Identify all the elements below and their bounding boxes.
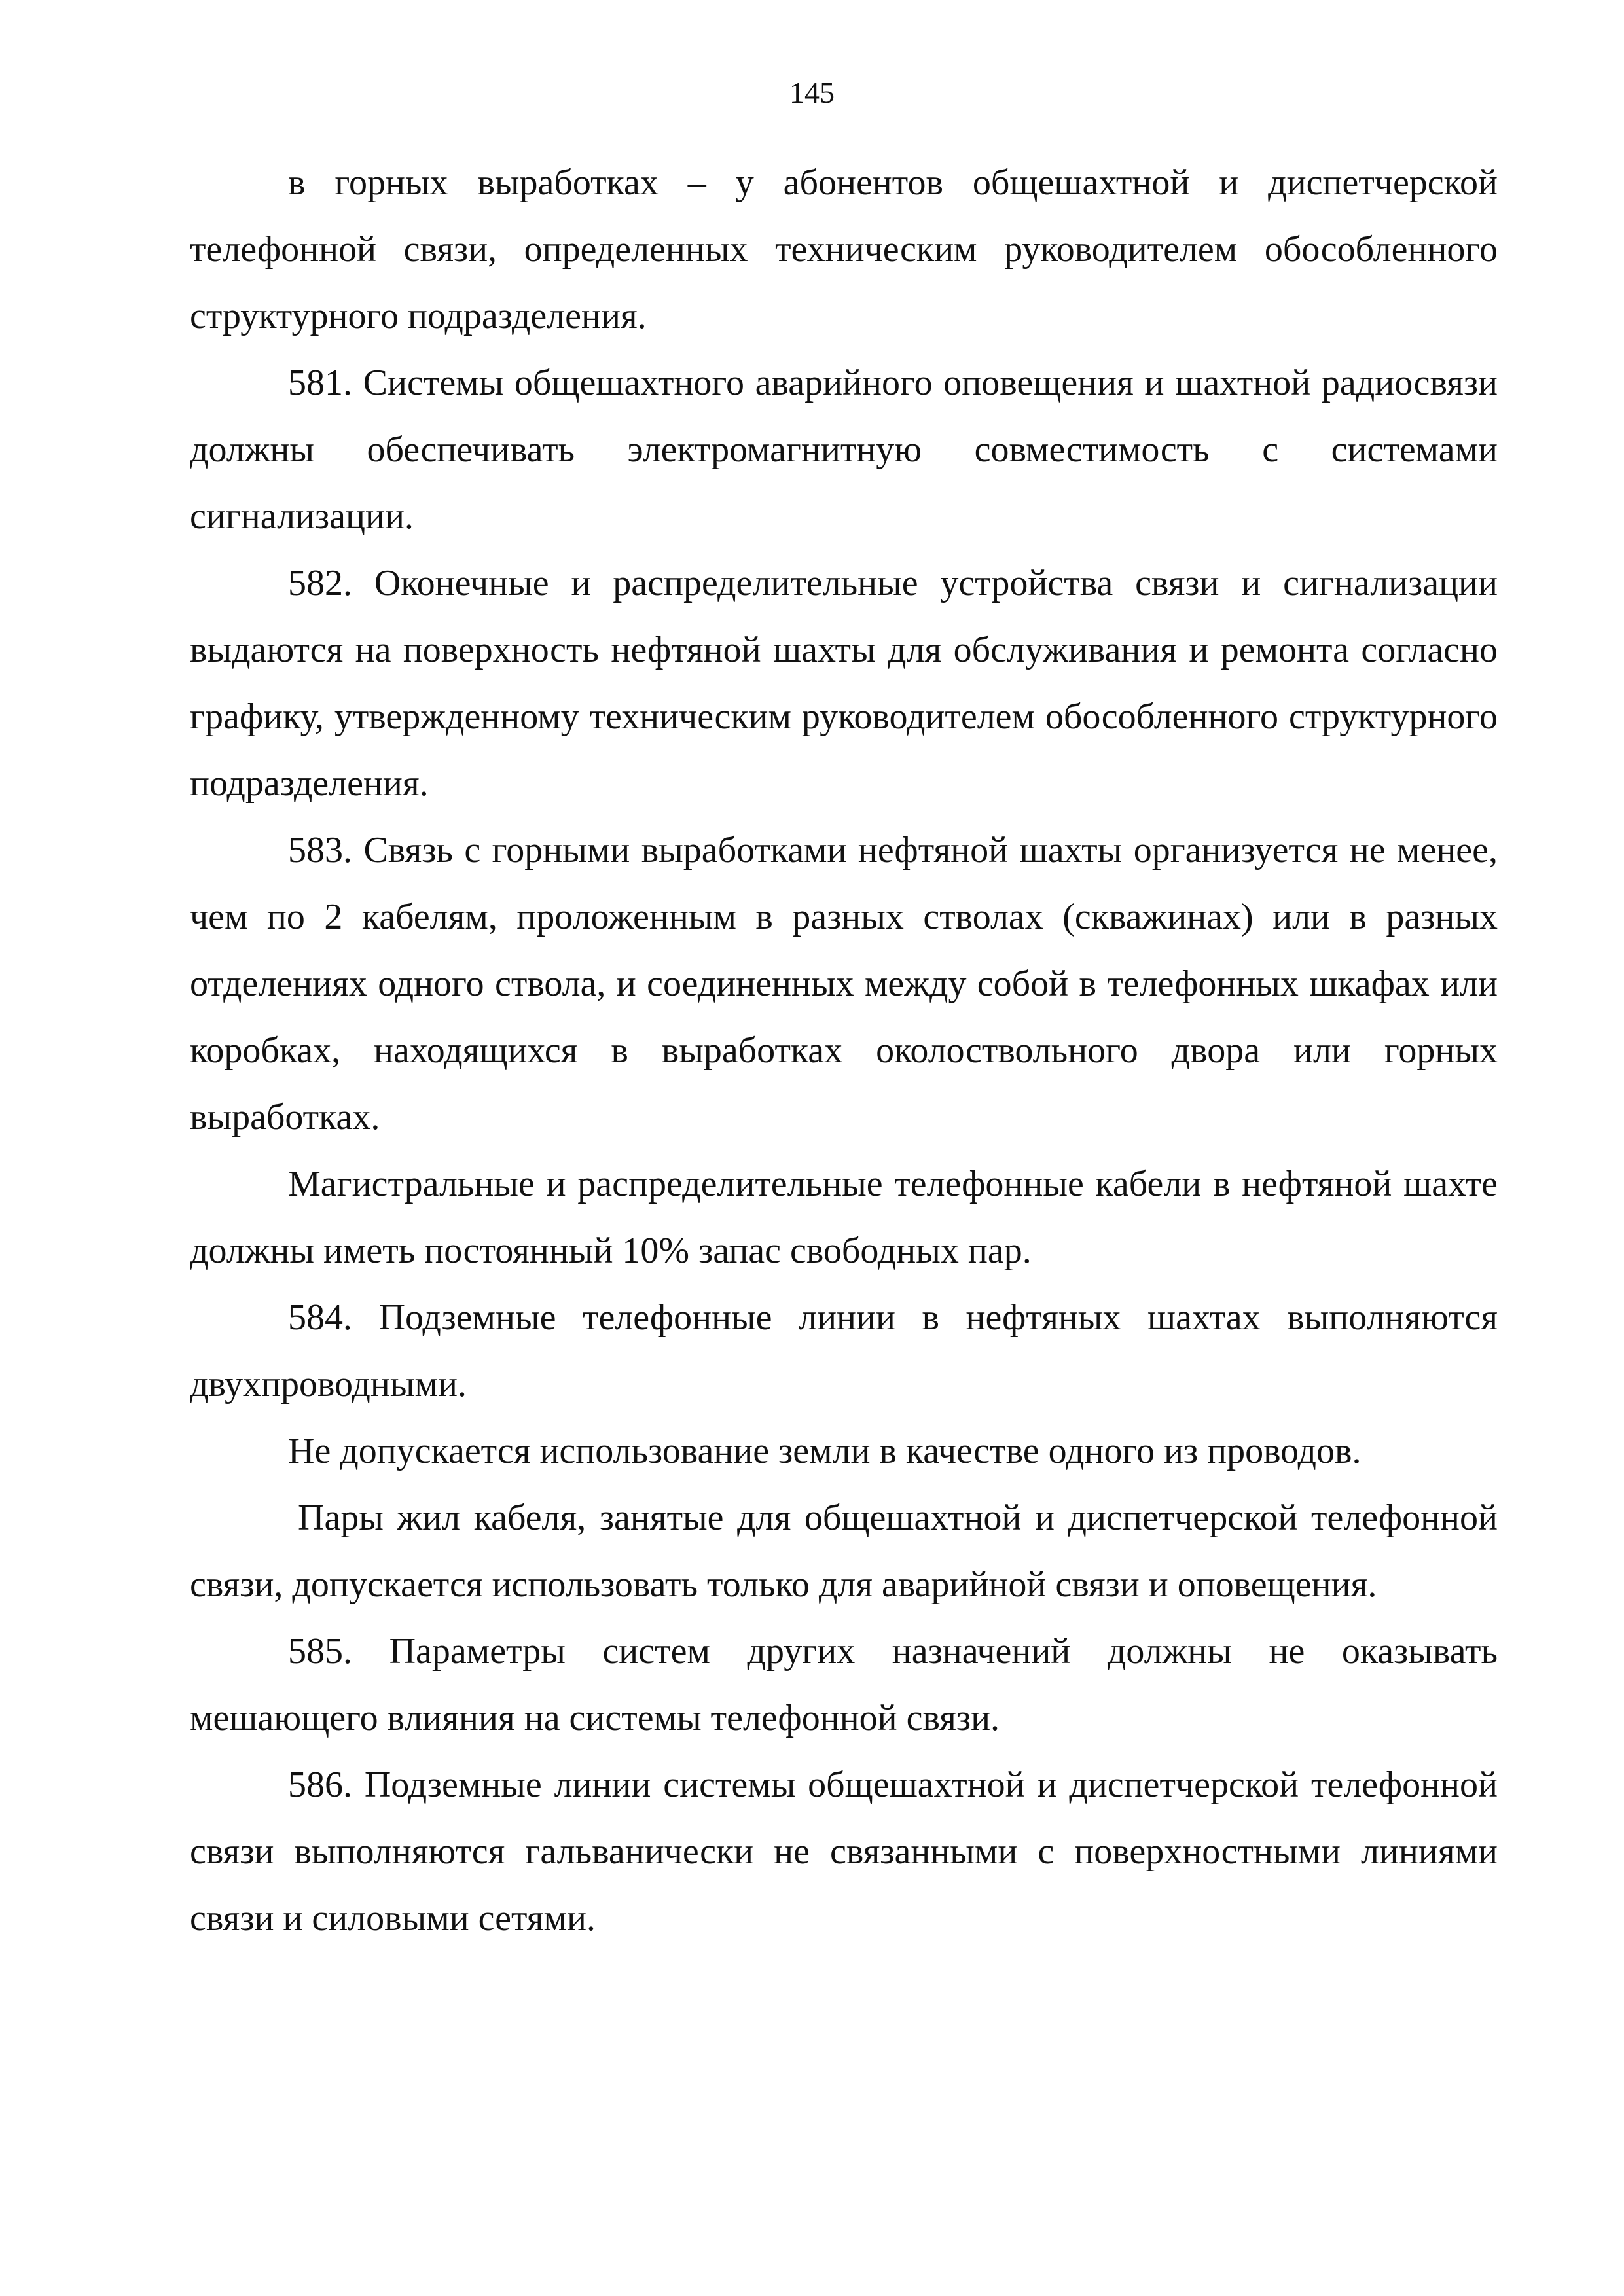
paragraph-582: 582. Оконечные и распределительные устройства связи и сигнализации выдаются на поверхность нефтяной шахты для обслуживания и ремонта согласно графику, утвержденному техническим руководителем обособленного структурного подразделения. (190, 563, 1498, 804)
paragraph-cable-pairs: Пары жил кабеля, занятые для общешахтной и диспетчерской телефонной связи, допускается использовать только для аварийной связи и оповещения. (190, 1498, 1498, 1605)
paragraph-continuation: в горных выработках – у абонентов общешахтной и диспетчерской телефонной связи, определенных техническим руководителем обособленного структурного подразделения. (190, 162, 1498, 336)
paragraph-585: 585. Параметры систем других назначений должны не оказывать мешающего влияния на системы телефонной связи. (190, 1631, 1498, 1738)
page-number: 145 (789, 76, 835, 109)
paragraph-cables-reserve: Магистральные и распределительные телефонные кабели в нефтяной шахте должны иметь постоянный 10% запас свободных пар. (190, 1164, 1498, 1271)
paragraph-584: 584. Подземные телефонные линии в нефтяных шахтах выполняются двухпроводными. (190, 1297, 1498, 1405)
document-body (190, 149, 1498, 1952)
paragraph-583: 583. Связь с горными выработками нефтяной шахты организуется не менее, чем по 2 кабелям, проложенным в разных стволах (скважинах) или в разных отделениях одного ствола, и соединенных между собой в телефонных шкафах или коробках, находящихся в выработках околоствольного двора или горных выработках. (190, 830, 1498, 1138)
paragraph-no-ground: Не допускается использование земли в качестве одного из проводов. (288, 1431, 1362, 1471)
paragraph-581: 581. Системы общешахтного аварийного оповещения и шахтной радиосвязи должны обеспечивать электромагнитную совместимость с системами сигнализации. (190, 363, 1498, 537)
paragraph-586: 586. Подземные линии системы общешахтной и диспетчерской телефонной связи выполняются гальванически не связанными с поверхностными линиями связи и силовыми сетями. (190, 1765, 1498, 1939)
